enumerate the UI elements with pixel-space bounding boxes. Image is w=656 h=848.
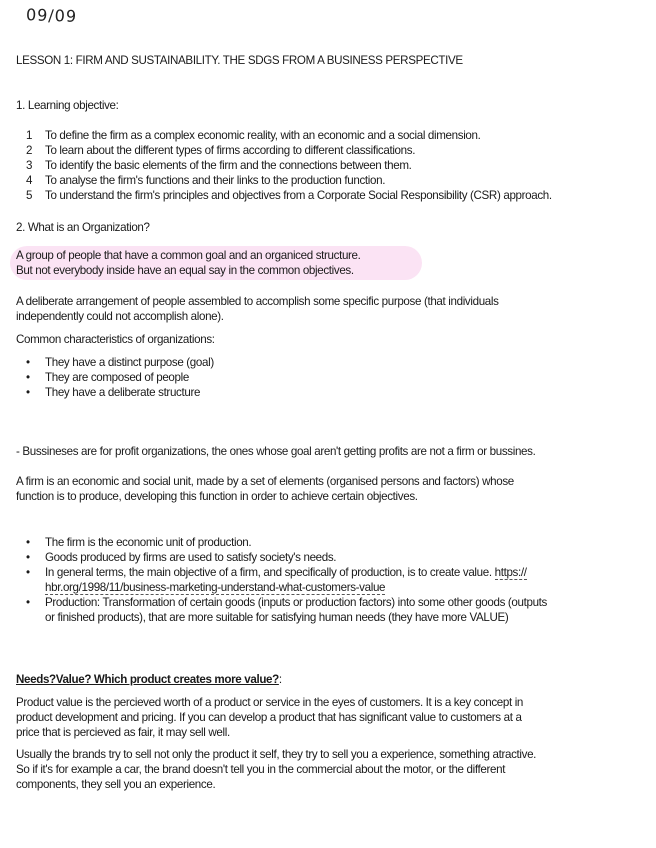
list-item: They have a deliberate structure <box>45 386 201 399</box>
value-heading-text: Needs?Value? Which product creates more value? <box>16 673 279 686</box>
highlighted-text-line2: But not everybody inside have an equal say in the common objectives. <box>16 264 354 277</box>
brands-line2: So if it's for example a car, the brand doesn't tell you in the commercial about the motor, or the different <box>16 763 506 776</box>
product-value-line3: price that is percieved as fair, it may sell well. <box>16 726 230 739</box>
common-characteristics-heading: Common characteristics of organizations: <box>16 333 215 346</box>
businesses-note: - Bussineses are for profit organizations, the ones whose goal aren't getting profits are not a firm or bussines. <box>16 445 536 458</box>
item-text: To identify the basic elements of the firm and the connections between them. <box>45 159 412 172</box>
brands-line3: components, they sell you an experience. <box>16 778 216 791</box>
organization-heading: 2. What is an Organization? <box>16 221 150 234</box>
brands-line1: Usually the brands try to sell not only the product it self, they try to sell you a experience, something atractive. <box>16 748 537 761</box>
hbr-link[interactable]: https:// <box>494 566 527 579</box>
bullet-icon: • <box>26 356 30 369</box>
hbr-link-continued[interactable]: hbr.org/1998/11/business-marketing-understand-what-customers-value <box>45 581 386 594</box>
firm-definition-line1: A firm is an economic and social unit, made by a set of elements (organised persons and factors) whose <box>16 475 514 488</box>
learning-objective-heading: 1. Learning objective: <box>16 99 119 112</box>
bullet-icon: • <box>26 536 30 549</box>
lesson-title: LESSON 1: FIRM AND SUSTAINABILITY. THE SDGS FROM A BUSINESS PERSPECTIVE <box>16 54 463 67</box>
item-text: To understand the firm's principles and objectives from a Corporate Social Responsibility (CSR) approach. <box>45 189 552 202</box>
value-heading-colon: : <box>278 673 282 686</box>
bullet-icon: • <box>26 551 30 564</box>
value-heading <box>16 673 282 686</box>
firm-definition-line2: function is to produce, developing this function in order to achieve certain objectives. <box>16 490 418 503</box>
organization-definition-line2: independently could not accomplish alone). <box>16 310 224 323</box>
bullet-icon: • <box>26 596 30 609</box>
handwritten-date: 09/09 <box>25 5 78 26</box>
list-item: They have a distinct purpose (goal) <box>45 356 214 369</box>
list-item: The firm is the economic unit of production. <box>45 536 252 549</box>
item-number: 1 <box>26 129 33 142</box>
list-item: Production: Transformation of certain goods (inputs or production factors) into some other goods (outputs <box>45 596 548 609</box>
list-item: They are composed of people <box>45 371 189 384</box>
bullet-icon: • <box>26 386 30 399</box>
item-number: 5 <box>26 189 33 202</box>
product-value-line1: Product value is the percieved worth of a product or service in the eyes of customers. It is a key concept in <box>16 696 524 709</box>
list-item <box>45 566 527 579</box>
list-item-text: In general terms, the main objective of a firm, and specifically of production, is to create value. <box>45 566 492 579</box>
item-number: 3 <box>26 159 33 172</box>
bullet-icon: • <box>26 566 30 579</box>
list-item: Goods produced by firms are used to satisfy society's needs. <box>45 551 337 564</box>
product-value-line2: product development and pricing. If you can develop a product that has significant value to customers at a <box>16 711 522 724</box>
item-number: 2 <box>26 144 33 157</box>
item-text: To analyse the firm's functions and their links to the production function. <box>45 174 386 187</box>
highlighted-text-line1: A group of people that have a common goal and an organiced structure. <box>16 249 361 262</box>
item-text: To learn about the different types of firms according to different classifications. <box>45 144 416 157</box>
organization-definition-line1: A deliberate arrangement of people assembled to accomplish some specific purpose (that individuals <box>16 295 499 308</box>
item-text: To define the firm as a complex economic reality, with an economic and a social dimension. <box>45 129 481 142</box>
list-item-continued: or finished products), that are more suitable for satisfying human needs (they have more VALUE) <box>45 611 509 624</box>
bullet-icon: • <box>26 371 30 384</box>
item-number: 4 <box>26 174 33 187</box>
